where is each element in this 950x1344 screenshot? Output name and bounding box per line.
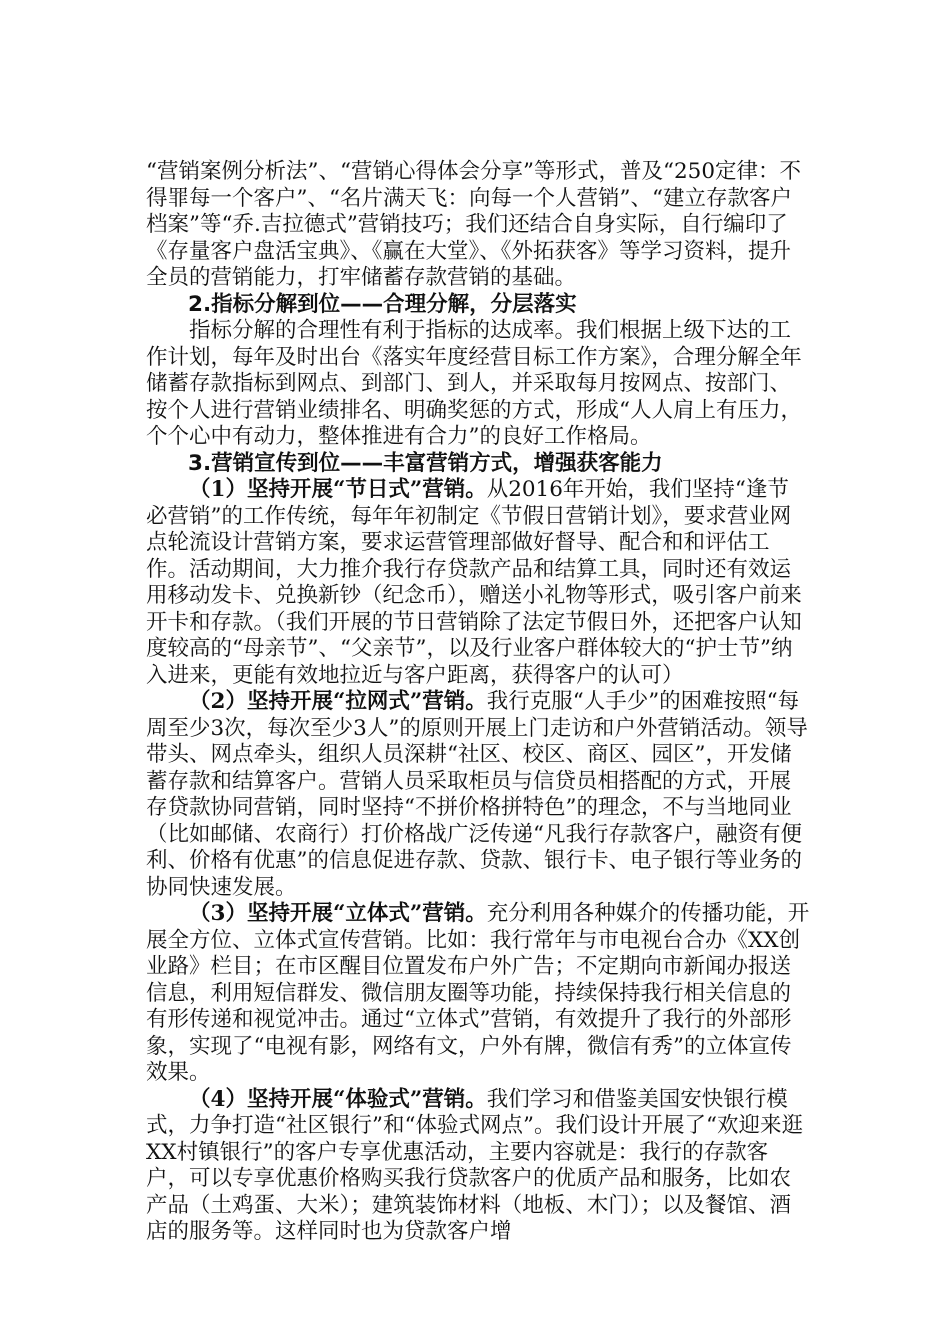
document-body — [146, 159, 810, 1246]
lead-3d-marketing: （3）坚持开展“立体式”营销。 — [189, 901, 487, 926]
paragraph-3d-marketing — [146, 901, 810, 1087]
paragraph-study-methods: “营销案例分析法”、“营销心得体会分享”等形式，普及“250定律：不得罪每一个客户”、“名片满天飞：向每一个人营销”、“建立存款客户档案”等“乔.吉拉德式”营销技巧；我们还结合自身实际，自行编印了《存量客户盘活宝典》、《赢在大堂》、《外拓获客》等学习资料，提升全员的营销能力，打牢储蓄存款营销的基础。 — [146, 159, 801, 290]
paragraph-holiday-marketing — [146, 477, 810, 689]
text-3d-marketing: 充分利用各种媒介的传播功能，开展全方位、立体式宣传营销。比如：我行常年与市电视台合办《XX创业路》栏目；在市区醒目位置发布户外广告；不定期向市新闻办报送信息，利用短信群发、微信朋友圈等功能，持续保持我行相关信息的有形传递和视觉冲击。通过“立体式”营销，有效提升了我行的外部形象，实现了“电视有影，网络有文，户外有牌，微信有秀”的立体宣传效果。 — [146, 901, 810, 1085]
text-experience-marketing: 我们学习和借鉴美国安快银行模式，力争打造“社区银行”和“体验式网点”。我们设计开展了“欢迎来逛XX村镇银行”的客户专享优惠活动，主要内容就是：我行的存款客户，可以专享优惠价格购买我行贷款客户的优质产品和服务，比如农产品（土鸡蛋、大米）；建筑装饰材料（地板、木门）；以及餐馆、酒店的服务等。这样同时也为贷款客户增 — [146, 1086, 803, 1244]
paragraph-experience-marketing — [146, 1087, 810, 1246]
paragraph-net-marketing — [146, 689, 810, 901]
paragraph-target-decomposition: 指标分解的合理性有利于指标的达成率。我们根据上级下达的工作计划，每年及时出台《落实年度经营目标工作方案》，合理分解全年储蓄存款指标到网点、到部门、到人，并采取每月按网点、按部门、按个人进行营销业绩排名、明确奖惩的方式，形成“人人肩上有压力，个个心中有动力，整体推进有合力”的良好工作格局。 — [146, 318, 802, 449]
heading-target-decomposition: 2.指标分解到位——合理分解，分层落实 — [188, 291, 577, 317]
lead-experience-marketing: （4）坚持开展“体验式”营销。 — [189, 1086, 487, 1112]
text-holiday-marketing: 从2016年开始，我们坚持“逢节必营销”的工作传统，每年年初制定《节假日营销计划》，要求营业网点轮流设计营销方案，要求运营管理部做好督导、配合和和评估工作。活动期间，大力推介我行存贷款产品和结算工具，同时还有效运用移动发卡、兑换新钞（纪念币），赠送小礼物等形式，吸引客户前来开卡和存款。（我们开展的节日营销除了法定节假日外，还把客户认知度较高的“母亲节”、“父亲节”，以及行业客户群体较大的“护士节”纳入进来，更能有效地拉近与客户距离，获得客户的认可） — [146, 477, 802, 688]
lead-net-marketing: （2）坚持开展“拉网式”营销。 — [189, 689, 487, 714]
text-net-marketing: 我行克服“人手少”的困难按照“每周至少3次，每次至少3人”的原则开展上门走访和户外营销活动。领导带头、网点牵头，组织人员深耕“社区、校区、商区、园区”，开发储蓄存款和结算客户。营销人员采取柜员与信贷员相搭配的方式，开展存贷款协同营销，同时坚持“不拼价格拼特色”的理念，不与当地同业（比如邮储、农商行）打价格战广泛传递“凡我行存款客户，融资有便利、价格有优惠”的信息促进存款、贷款、银行卡、电子银行等业务的协同快速发展。 — [146, 689, 808, 900]
lead-holiday-marketing: （1）坚持开展“节日式”营销。 — [189, 477, 487, 502]
heading-marketing-promotion: 3.营销宣传到位——丰富营销方式，增强获客能力 — [188, 450, 663, 476]
